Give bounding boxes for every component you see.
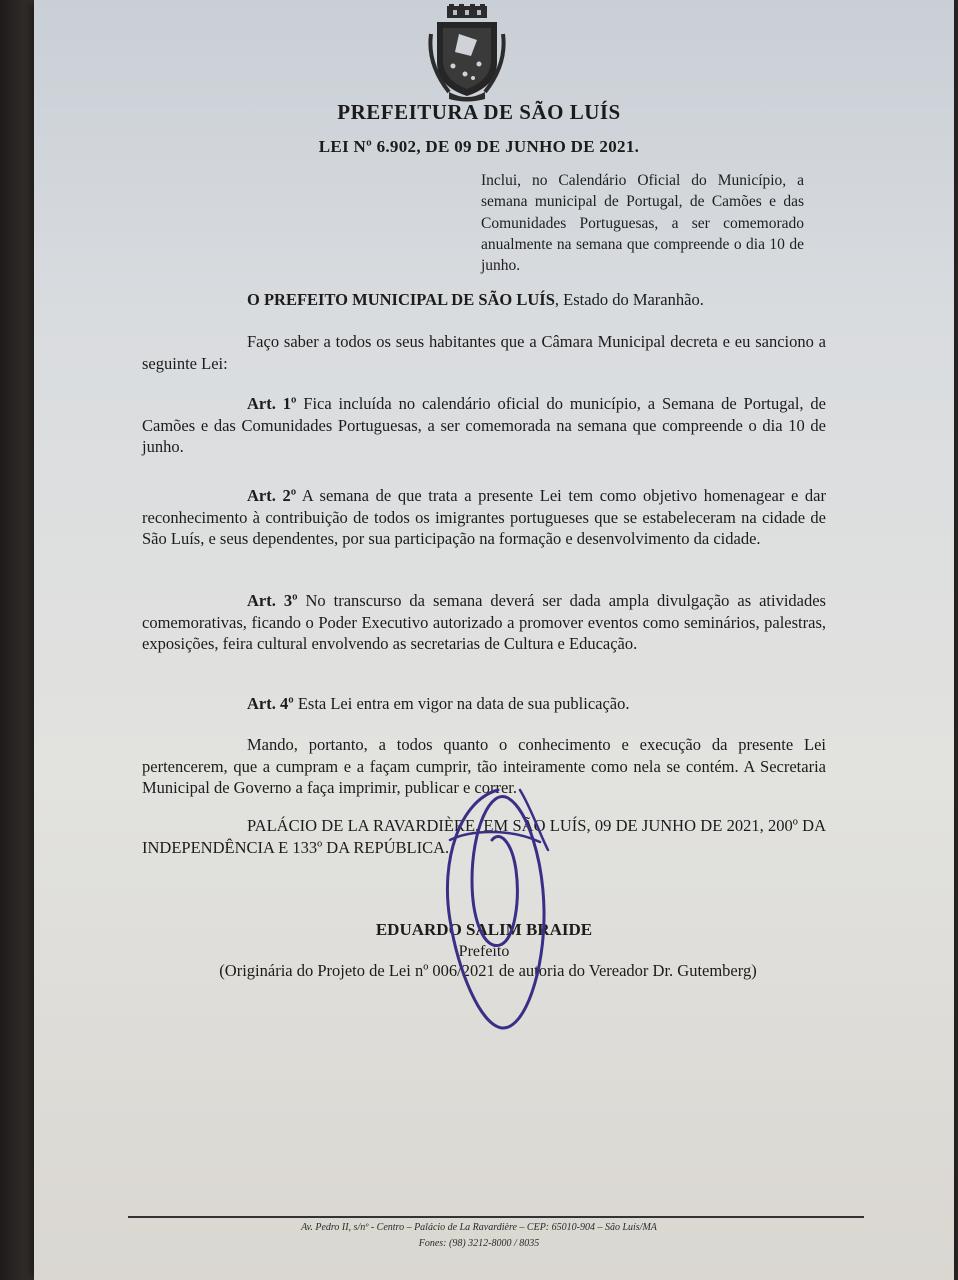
law-title: LEI Nº 6.902, DE 09 DE JUNHO DE 2021. [318,137,640,156]
article-2-text: A semana de que trata a presente Lei tem como objetivo homenagear e dar reconhecimento à contribuição de todos os imigrantes portugueses que se estabeleceram na cidade de São Luís, e seus dependentes, por sua participação na formação e desenvolvimento da cidade. [142,486,826,549]
article-3-text: No transcurso da semana deverá ser dada ampla divulgação as atividades comemorativas, ficando o Poder Executivo autorizado a promover eventos como seminários, palestras, exposições, feira cultural envolvendo as secretarias de Cultura e Educação. [142,591,826,654]
signatory-name: EDUARDO SALIM BRAIDE [375,920,593,939]
article-1 [142,393,826,458]
article-4-text: Esta Lei entra em vigor na data de sua publicação. [293,694,630,713]
preamble-authority: O PREFEITO MUNICIPAL DE SÃO LUÍS [247,290,555,309]
issuer-title: PREFEITURA DE SÃO LUÍS [337,100,621,124]
footer-address: Av. Pedro II, s/nº - Centro – Palácio de La Ravardière – CEP: 65010-904 – São Luís/MA [301,1222,657,1233]
preamble [142,289,826,311]
article-3 [142,590,826,655]
article-2-label: Art. 2º [247,486,297,505]
article-4-label: Art. 4º [247,694,294,713]
closing-clause: Mando, portanto, a todos quanto o conhecimento e execução da presente Lei pertencerem, que a cumpram e a façam cumprir, tão inteiramente como nela se contém. A Secretaria Municipal de Governo a faça imprimir, publicar e correr. [142,735,826,798]
article-1-label: Art. 1º [247,394,297,413]
signatory-role: Prefeito [458,943,510,960]
article-2 [142,485,826,550]
coat-of-arms-icon [425,4,509,104]
place-and-date: PALÁCIO DE LA RAVARDIÈRE, EM SÃO LUÍS, 09 DE JUNHO DE 2021, 200º DA INDEPENDÊNCIA E 133º DA REPÚBLICA. [142,816,826,857]
article-3-label: Art. 3º [247,591,298,610]
law-summary: Inclui, no Calendário Oficial do Município, a semana municipal de Portugal, de Camões e das Comunidades Portuguesas, a ser comemorado anualmente na semana que compreende o dia 10 de junho. [481,172,804,275]
enacting-clause: Faço saber a todos os seus habitantes que a Câmara Municipal decreta e eu sanciono a seguinte Lei: [142,332,826,373]
preamble-state: , Estado do Maranhão. [554,290,704,309]
footer-divider [128,1216,864,1218]
footer-phones: Fones: (98) 3212-8000 / 8035 [418,1238,540,1249]
article-4 [142,693,826,715]
bill-origin-note: (Originária do Projeto de Lei nº 006/2021 de autoria do Vereador Dr. Gutemberg) [219,961,757,980]
background-table-edge [0,0,34,1280]
article-1-text: Fica incluída no calendário oficial do município, a Semana de Portugal, de Camões e das Comunidades Portuguesas, a ser comemorada na semana que compreende o dia 10 de junho. [142,394,826,457]
